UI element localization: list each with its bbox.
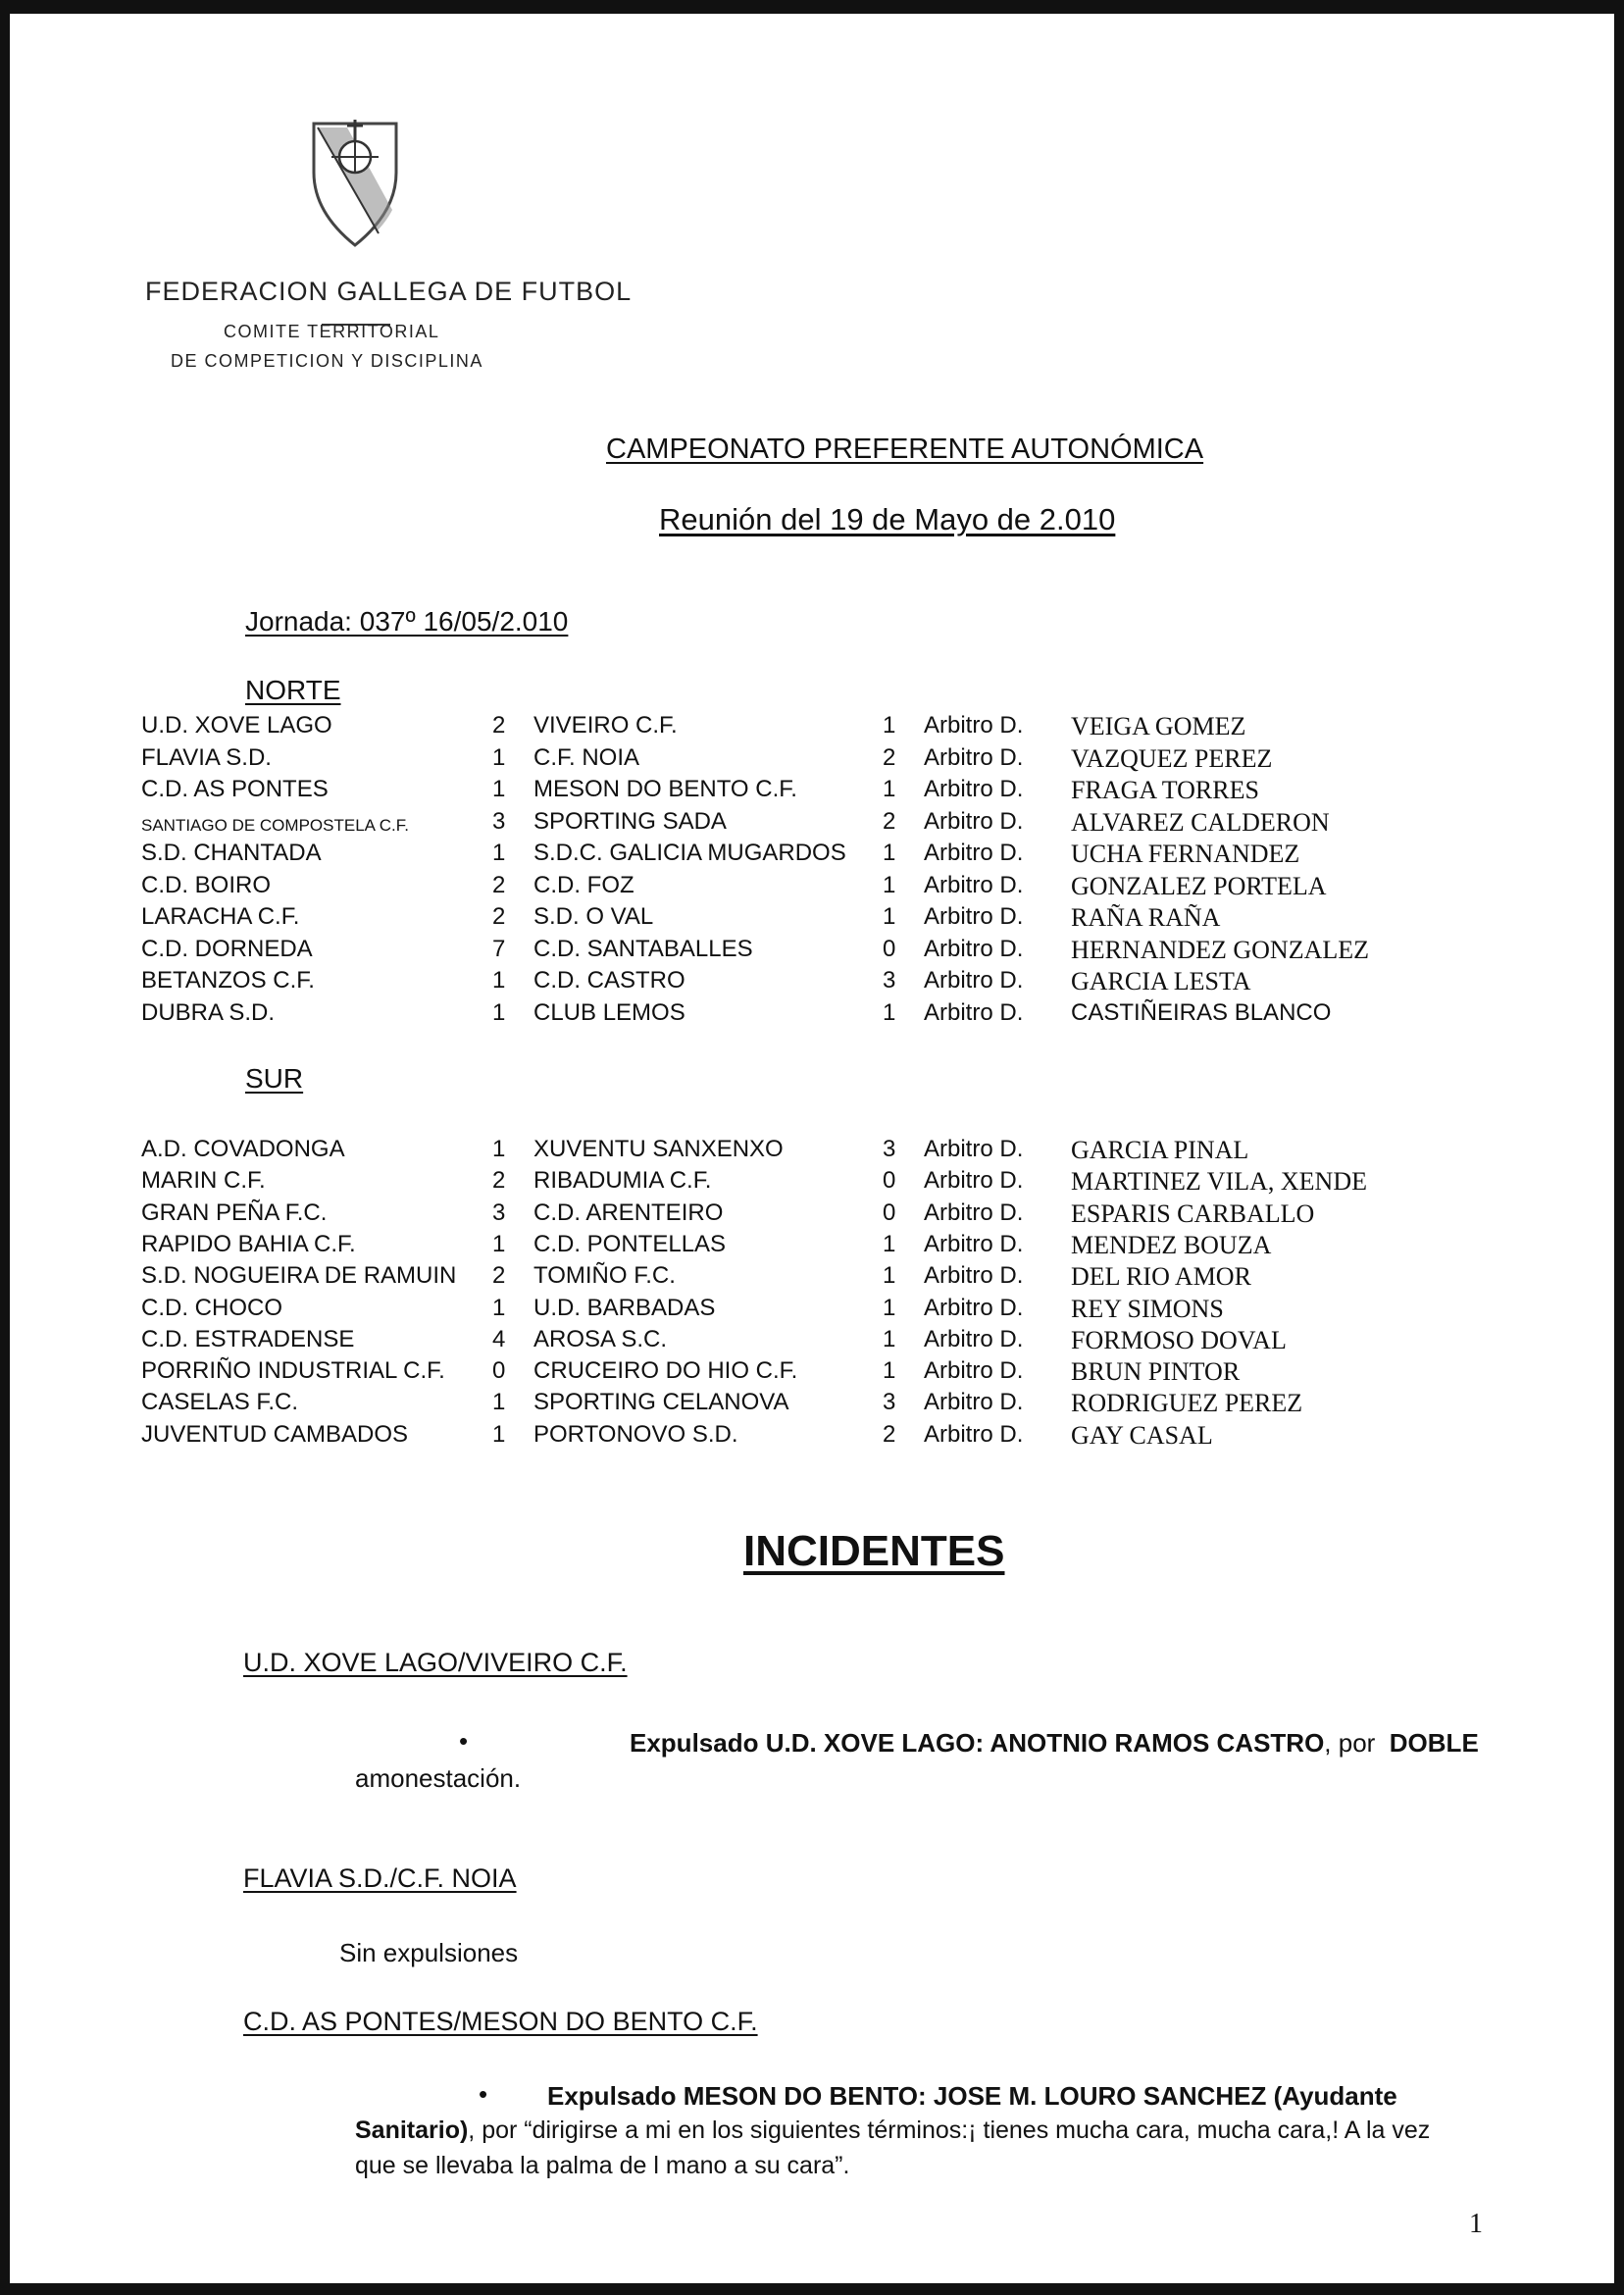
away-score: 3 [883, 1136, 896, 1162]
matchday: Jornada: 037º 16/05/2.010 [245, 606, 569, 637]
committee-line-1: COMITE TERRITORIAL [224, 322, 440, 341]
match-row [10, 1231, 1614, 1262]
home-score: 2 [492, 871, 506, 898]
home-team: S.D. CHANTADA [141, 840, 322, 866]
match-row [10, 967, 1614, 998]
home-team: C.D. CHOCO [141, 1294, 282, 1321]
away-team: C.D. FOZ [533, 871, 634, 898]
sur-title: SUR [245, 1063, 304, 1094]
away-team: XUVENTU SANXENXO [533, 1136, 784, 1162]
referee-label: Arbitro D. [924, 1262, 1024, 1290]
match-row [10, 744, 1614, 776]
away-score: 1 [883, 998, 896, 1026]
document-page [10, 14, 1614, 2283]
referee-name: FRAGA TORRES [1071, 776, 1259, 804]
away-team: U.D. BARBADAS [533, 1294, 716, 1321]
incident-match-title: FLAVIA S.D./C.F. NOIA [243, 1863, 517, 1893]
home-score: 1 [492, 1389, 506, 1416]
referee-label: Arbitro D. [924, 776, 1024, 802]
home-team: A.D. COVADONGA [141, 1136, 345, 1162]
away-score: 2 [883, 743, 896, 771]
home-team: SANTIAGO DE COMPOSTELA C.F. [141, 815, 409, 835]
away-score: 3 [883, 1389, 896, 1416]
away-score: 0 [883, 935, 896, 962]
meeting-date: Reunión del 19 de Mayo de 2.010 [659, 502, 1116, 536]
incident-mid: , por [1324, 1728, 1383, 1758]
away-score: 1 [883, 1262, 896, 1290]
referee-name: GONZALEZ PORTELA [1071, 871, 1327, 900]
incident-text-line3: que se llevaba la palma de l mano a su cara”. [355, 2152, 850, 2179]
home-team: JUVENTUD CAMBADOS [141, 1420, 409, 1448]
referee-label: Arbitro D. [924, 712, 1024, 739]
referee-label: Arbitro D. [924, 807, 1024, 835]
home-score: 2 [492, 1167, 506, 1195]
referee-label: Arbitro D. [924, 743, 1024, 771]
federation-crest-icon [310, 116, 400, 249]
home-team: C.D. DORNEDA [141, 935, 313, 962]
incident-match-title: U.D. XOVE LAGO/VIVEIRO C.F. [243, 1648, 628, 1677]
referee-name: ESPARIS CARBALLO [1071, 1198, 1315, 1228]
incident-lead: Expulsado U.D. XOVE LAGO: ANOTNIO RAMOS CASTRO [630, 1728, 1325, 1758]
referee-name: HERNANDEZ GONZALEZ [1071, 935, 1370, 964]
away-score: 1 [883, 840, 896, 866]
referee-label: Arbitro D. [924, 1136, 1024, 1162]
away-team: MESON DO BENTO C.F. [533, 776, 797, 802]
away-team: C.D. ARENTEIRO [533, 1198, 724, 1226]
match-row [10, 1262, 1614, 1294]
match-row [10, 840, 1614, 871]
away-score: 1 [883, 712, 896, 739]
home-score: 1 [492, 967, 506, 994]
home-team: PORRIÑO INDUSTRIAL C.F. [141, 1357, 445, 1385]
away-score: 1 [883, 871, 896, 898]
home-score: 3 [492, 807, 506, 835]
match-row [10, 1389, 1614, 1420]
home-team: C.D. BOIRO [141, 871, 272, 898]
referee-name: CASTIÑEIRAS BLANCO [1071, 998, 1332, 1026]
incident-lead: Expulsado MESON DO BENTO: JOSE M. LOURO SANCHEZ (Ayudante [547, 2081, 1397, 2111]
norte-title: NORTE [245, 675, 341, 705]
referee-label: Arbitro D. [924, 903, 1024, 930]
match-row [10, 1357, 1614, 1389]
away-team: SPORTING SADA [533, 807, 727, 835]
referee-name: GARCIA PINAL [1071, 1136, 1249, 1164]
home-score: 2 [492, 1262, 506, 1290]
home-score: 1 [492, 1136, 506, 1162]
home-team: U.D. XOVE LAGO [141, 712, 332, 739]
referee-name: MENDEZ BOUZA [1071, 1230, 1272, 1259]
away-score: 1 [883, 1294, 896, 1321]
home-score: 4 [492, 1325, 506, 1352]
incident-match-title: C.D. AS PONTES/MESON DO BENTO C.F. [243, 2007, 758, 2036]
away-score: 0 [883, 1198, 896, 1226]
match-row [10, 1326, 1614, 1357]
home-score: 2 [492, 712, 506, 739]
referee-name: RODRIGUEZ PEREZ [1071, 1389, 1303, 1418]
away-score: 1 [883, 1230, 896, 1257]
bullet-icon: • [459, 1726, 469, 1756]
home-score: 1 [492, 1294, 506, 1321]
referee-name: FORMOSO DOVAL [1071, 1325, 1287, 1354]
home-team: LARACHA C.F. [141, 903, 300, 930]
match-row [10, 872, 1614, 903]
referee-name: ALVAREZ CALDERON [1071, 807, 1330, 837]
match-row [10, 1295, 1614, 1326]
referee-label: Arbitro D. [924, 1357, 1024, 1385]
away-score: 2 [883, 1420, 896, 1448]
home-team: DUBRA S.D. [141, 998, 276, 1026]
away-score: 0 [883, 1167, 896, 1195]
home-score: 0 [492, 1357, 506, 1385]
referee-name: DEL RIO AMOR [1071, 1262, 1251, 1292]
away-team: TOMIÑO F.C. [533, 1262, 676, 1290]
away-team: S.D.C. GALICIA MUGARDOS [533, 840, 846, 866]
match-row [10, 712, 1614, 743]
away-team: S.D. O VAL [533, 903, 654, 930]
away-team: VIVEIRO C.F. [533, 712, 678, 739]
home-team: GRAN PEÑA F.C. [141, 1198, 328, 1226]
incident-line2-rest: , por “dirigirse a mi en los siguientes términos:¡ tienes mucha cara, mucha cara,! A la vez [468, 2116, 1431, 2144]
match-row [10, 936, 1614, 967]
home-team: C.D. AS PONTES [141, 776, 329, 802]
federation-name: FEDERACION GALLEGA DE FUTBOL [145, 277, 633, 306]
home-score: 3 [492, 1198, 506, 1226]
incidents-title: INCIDENTES [743, 1527, 1005, 1575]
home-score: 7 [492, 935, 506, 962]
committee-line-2: DE COMPETICION Y DISCIPLINA [171, 351, 483, 371]
away-team: C.D. CASTRO [533, 967, 685, 994]
away-team: SPORTING CELANOVA [533, 1389, 789, 1416]
home-team: S.D. NOGUEIRA DE RAMUIN [141, 1262, 457, 1290]
incident-line2-bold: Sanitario) [355, 2116, 469, 2144]
home-team: C.D. ESTRADENSE [141, 1325, 355, 1352]
away-score: 2 [883, 807, 896, 835]
referee-label: Arbitro D. [924, 1198, 1024, 1226]
home-score: 1 [492, 743, 506, 771]
referee-name: MARTINEZ VILA, XENDE [1071, 1167, 1367, 1197]
home-team: MARIN C.F. [141, 1167, 266, 1195]
away-score: 1 [883, 903, 896, 930]
referee-name: REY SIMONS [1071, 1294, 1224, 1323]
referee-name: GARCIA LESTA [1071, 967, 1251, 995]
away-team: CLUB LEMOS [533, 998, 685, 1026]
match-row [10, 1136, 1614, 1167]
referee-label: Arbitro D. [924, 967, 1024, 994]
incident-text-line2 [355, 2116, 1430, 2145]
home-score: 1 [492, 840, 506, 866]
match-row [10, 903, 1614, 935]
home-score: 1 [492, 776, 506, 802]
referee-label: Arbitro D. [924, 840, 1024, 866]
match-row [10, 776, 1614, 807]
home-score: 1 [492, 1230, 506, 1257]
referee-label: Arbitro D. [924, 1294, 1024, 1321]
incident-emph: DOBLE [1389, 1728, 1479, 1758]
referee-label: Arbitro D. [924, 871, 1024, 898]
referee-name: BRUN PINTOR [1071, 1357, 1241, 1387]
away-team: PORTONOVO S.D. [533, 1420, 738, 1448]
referee-name: GAY CASAL [1071, 1420, 1213, 1450]
page-number: 1 [1469, 2209, 1483, 2239]
referee-label: Arbitro D. [924, 935, 1024, 962]
referee-label: Arbitro D. [924, 1167, 1024, 1195]
referee-name: VEIGA GOMEZ [1071, 712, 1246, 740]
away-team: AROSA S.C. [533, 1325, 668, 1352]
home-team: BETANZOS C.F. [141, 967, 315, 994]
incident-continuation: amonestación. [355, 1763, 522, 1793]
away-score: 3 [883, 967, 896, 994]
home-team: RAPIDO BAHIA C.F. [141, 1230, 356, 1257]
away-team: C.D. PONTELLAS [533, 1230, 727, 1257]
home-score: 2 [492, 903, 506, 930]
referee-name: VAZQUEZ PEREZ [1071, 743, 1273, 773]
away-team: CRUCEIRO DO HIO C.F. [533, 1357, 798, 1385]
home-score: 1 [492, 998, 506, 1026]
away-score: 1 [883, 776, 896, 802]
away-score: 1 [883, 1357, 896, 1385]
referee-name: RAÑA RAÑA [1071, 903, 1221, 932]
match-row [10, 999, 1614, 1031]
home-team: CASELAS F.C. [141, 1389, 299, 1416]
incident-text [630, 1728, 1479, 1759]
championship-title: CAMPEONATO PREFERENTE AUTONÓMICA [606, 434, 1204, 465]
bullet-icon: • [479, 2079, 488, 2109]
referee-label: Arbitro D. [924, 1230, 1024, 1257]
match-row [10, 1199, 1614, 1231]
match-row [10, 808, 1614, 840]
referee-label: Arbitro D. [924, 1420, 1024, 1448]
referee-label: Arbitro D. [924, 1325, 1024, 1352]
away-team: RIBADUMIA C.F. [533, 1167, 712, 1195]
referee-label: Arbitro D. [924, 1389, 1024, 1416]
away-score: 1 [883, 1325, 896, 1352]
referee-label: Arbitro D. [924, 998, 1024, 1026]
away-team: C.F. NOIA [533, 743, 640, 771]
match-row [10, 1421, 1614, 1453]
referee-name: UCHA FERNANDEZ [1071, 840, 1300, 868]
incident-text: Sin expulsiones [339, 1938, 519, 1967]
home-team: FLAVIA S.D. [141, 743, 272, 771]
match-row [10, 1167, 1614, 1198]
away-team: C.D. SANTABALLES [533, 935, 753, 962]
home-score: 1 [492, 1420, 506, 1448]
